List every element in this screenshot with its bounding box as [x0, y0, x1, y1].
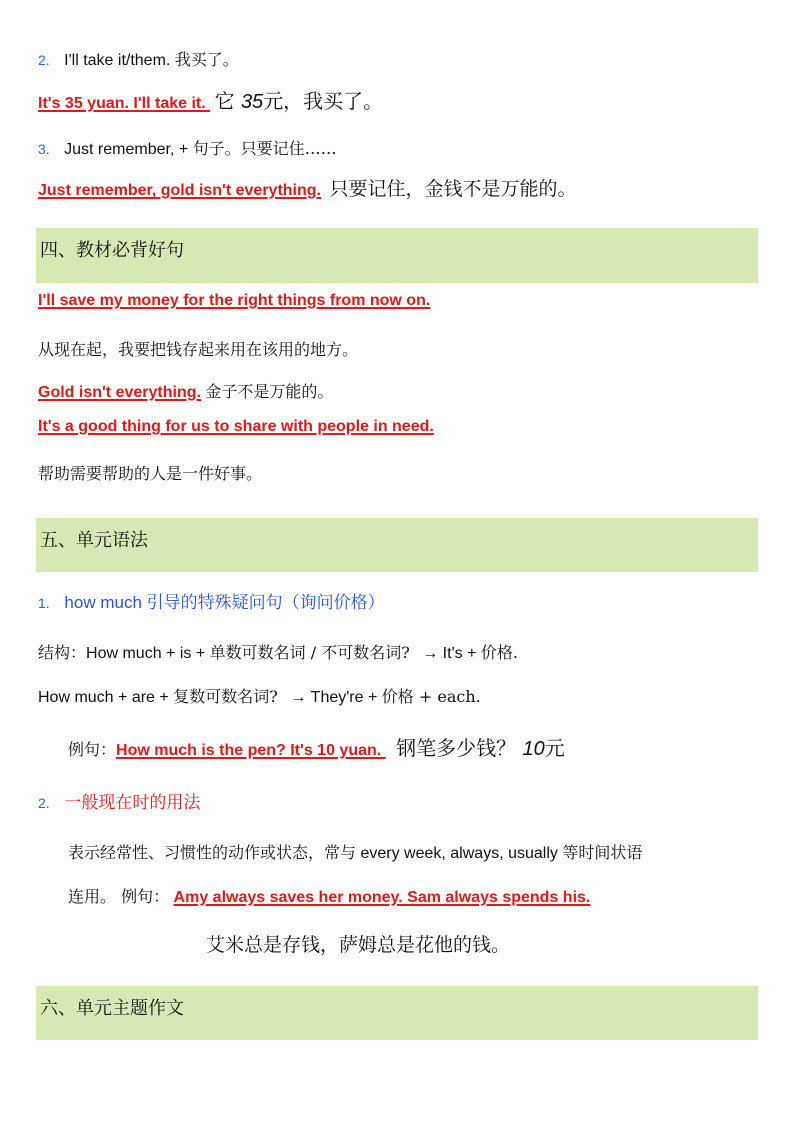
sentence-1-zh: 从现在起，我要把钱存起来用在该用的地方。: [38, 340, 359, 359]
section-6-header: [36, 986, 758, 1040]
example-en: Amy always saves her money. Sam always spends his.: [173, 889, 591, 906]
grammar-1: [38, 588, 385, 613]
phrase-zh: 我买了。: [174, 50, 239, 69]
example-label: 例句：: [68, 740, 117, 759]
grammar-title: 一般现在时的用法: [64, 793, 201, 813]
sentence-3-zh: 帮助需要帮助的人是一件好事。: [38, 464, 263, 483]
grammar-2-example-zh: 艾米总是存钱，萨姆总是花他的钱。: [206, 934, 511, 956]
section-5-header: [36, 518, 758, 572]
sentence-1: [38, 292, 430, 310]
grammar-zh: 引导的特殊疑问句（询问价格）: [146, 593, 385, 613]
item-2: [38, 47, 239, 70]
phrase-en: Just remember, +: [64, 141, 189, 158]
example-zh: 它 35元，我买了。: [214, 89, 384, 113]
sentence-2: [38, 379, 333, 402]
grammar-2-desc: 表示经常性、习惯性的动作或状态，常与 every week, always, usually 等时间状语: [68, 843, 643, 862]
example-zh: 只要记住，金钱不是万能的。: [329, 178, 577, 200]
item-number: 3.: [38, 141, 50, 157]
item-number: 2.: [38, 795, 50, 811]
example-2: [38, 85, 383, 114]
example-en: Just remember, gold isn't everything.: [38, 182, 321, 199]
grammar-en: how much: [64, 593, 142, 612]
item-3: [38, 136, 337, 159]
sentence-en: It's a good thing for us to share with people in need.: [38, 418, 434, 435]
grammar-2-example: 连用。 例句： Amy always saves her money. Sam always spends his.: [68, 887, 591, 906]
sentence-en: Gold isn't everything.: [38, 384, 201, 401]
sentence-zh: 金子不是万能的。: [205, 382, 334, 401]
example-zh: 钢笔多少钱？ 10元: [396, 736, 565, 760]
sentence-3: [38, 418, 434, 436]
example-3: [38, 174, 576, 201]
structure-line-1: 结构：How much + is + 单数可数名词 / 不可数名词? → It's + 价格.: [38, 643, 518, 662]
grammar-example: [68, 732, 565, 761]
structure-label: 结构：: [38, 643, 87, 662]
phrase-zh: 句子。只要记住……: [192, 139, 337, 158]
sentence-en: I'll save my money for the right things from now on.: [38, 292, 431, 309]
structure-line-2: How much + are + 复数可数名词? → They're + 价格 + each.: [38, 687, 481, 706]
item-number: 2.: [38, 52, 50, 68]
phrase-en: I'll take it/them.: [64, 52, 171, 69]
grammar-2: [38, 788, 200, 813]
item-number: 1.: [38, 595, 50, 611]
example-en: It's 35 yuan. I'll take it.: [38, 95, 211, 112]
example-en: How much is the pen? It's 10 yuan.: [116, 742, 386, 759]
section-title: 五、单元语法: [40, 530, 148, 551]
section-title: 六、单元主题作文: [40, 998, 184, 1019]
section-4-header: [36, 228, 758, 283]
section-title: 四、教材必背好句: [40, 240, 184, 261]
